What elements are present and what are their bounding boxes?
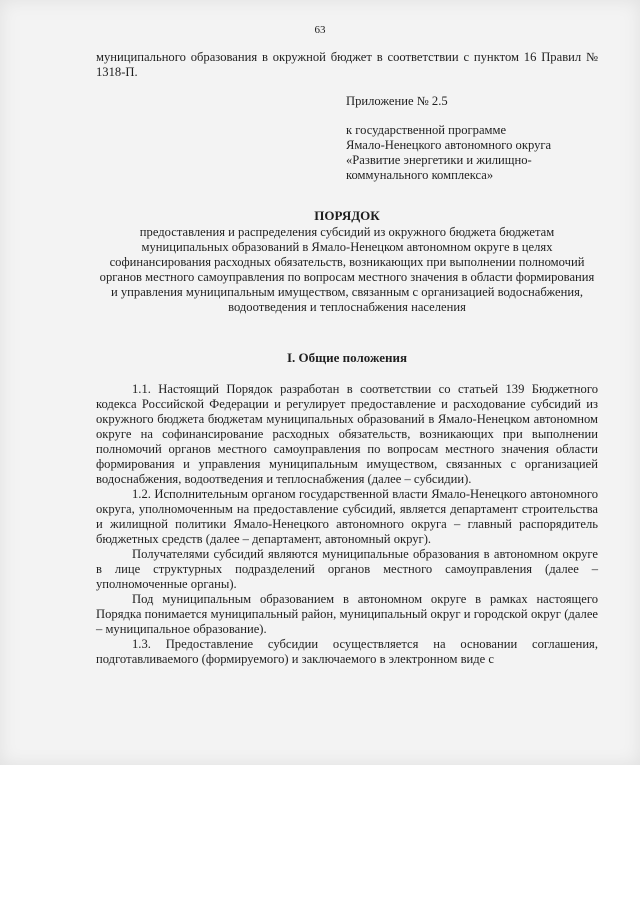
paragraph: Получателями субсидий являются муниципальные образования в автономном округе в лице структурных подразделений органов местного самоуправления (далее – уполномоченные органы). <box>96 547 598 591</box>
blank-margin <box>0 765 640 905</box>
paragraph: Под муниципальным образованием в автономном округе в рамках настоящего Порядка понимается муниципальный район, муниципальный округ и городской округ (далее – муниципальное образование). <box>96 592 598 636</box>
paragraph: 1.3. Предоставление субсидии осуществляется на основании соглашения, подготавливаемого (формируемого) и заключаемого в электронном виде с <box>96 637 598 666</box>
appendix-line: к государственной программе <box>346 123 507 137</box>
appendix-line: коммунального комплекса» <box>346 168 494 182</box>
document-subtitle: предоставления и распределения субсидий из окружного бюджета бюджетам муниципальных образований в Ямало-Ненецком автономном округе в целях софинансирования расходных обязательств, возникающих при выполнении полномочий органов местного самоуправления по вопросам местного значения в области формирования и управления муниципальным имуществом, связанным с организацией водоснабжения, водоотведения и теплоснабжения населения <box>99 225 595 314</box>
appendix-line: «Развитие энергетики и жилищно- <box>346 153 532 167</box>
appendix-title: Приложение № 2.5 <box>346 94 448 108</box>
document-title: ПОРЯДОК <box>314 208 380 223</box>
appendix-line: Ямало-Ненецкого автономного округа <box>346 138 552 152</box>
page-number: 63 <box>314 24 326 36</box>
section-heading: I. Общие положения <box>287 350 407 365</box>
paragraph: 1.1. Настоящий Порядок разработан в соответствии со статьей 139 Бюджетного кодекса Российской Федерации и регулирует предоставление и расходование субсидий из окружного бюджета бюджетам муниципальных образований в Ямало-Ненецком автономном округе на софинансирование расходных обязательств, возникающих при выполнении полномочий органов местного самоуправления по вопросам местного значения области формирования и управления муниципальным имуществом, связанных с организацией водоснабжения, водоотведения и теплоснабжения (далее – субсидии). <box>96 382 598 486</box>
continuation-text: муниципального образования в окружной бюджет в соответствии с пунктом 16 Правил № 1318-П. <box>96 50 598 79</box>
body-text <box>96 382 598 667</box>
appendix-reference <box>346 123 606 183</box>
paragraph: 1.2. Исполнительным органом государственной власти Ямало-Ненецкого автономного округа, уполномоченным на предоставление субсидий, является департамент строительства и жилищной политики Ямало-Ненецкого автономного округа – главный распорядитель бюджетных средств (далее – департамент, автономный округ). <box>96 487 598 546</box>
